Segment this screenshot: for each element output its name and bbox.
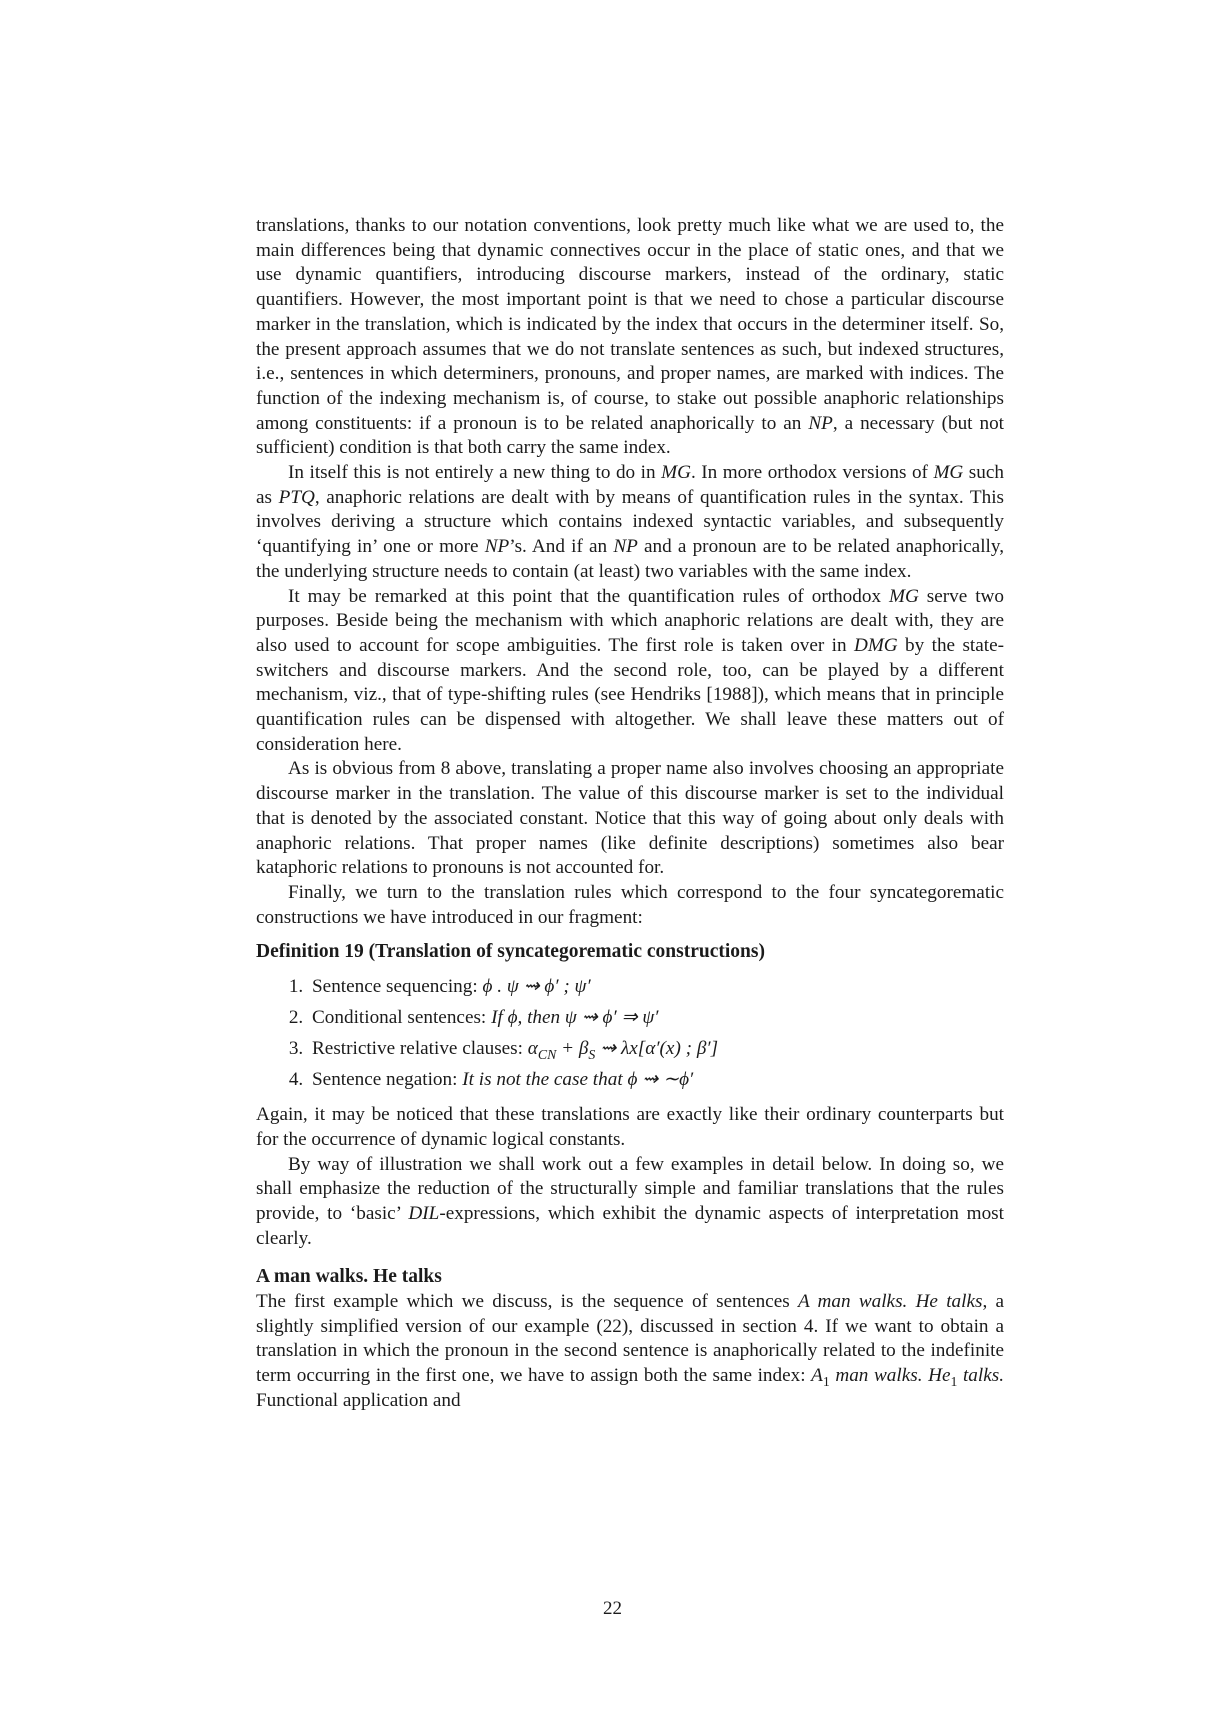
section-paragraph: The first example which we discuss, is the sequence of sentences A man walks. He talks, a slightly simplified version of our example (22), discussed in section 4. If we want to obtain a translation in which the pronoun in the second sentence is anaphorically related to the indefinite term occurring in the first one, we have to assign both the same index: $A_1$ man walks. $He_1$ talks. Functional application and xyxy=(256,1291,1005,1411)
definition-heading: Definition 19 (Translation of syncategorematic constructions) xyxy=(256,941,765,963)
paragraph-after-definition-2: By way of illustration we shall work out a few examples in detail below. In doing so, we shall emphasize the reduction of the structurally simple and familiar translations that the rules provide, to ‘basic’ DIL-expressions, which exhibit the dynamic aspects of interpretation most clearly. xyxy=(256,1153,1004,1249)
page-number: 22 xyxy=(603,1598,622,1619)
definition-item-label: Conditional sentences: xyxy=(312,1007,487,1029)
paragraph-3: It may be remarked at this point that the quantification rules of orthodox MG serve two purposes. Beside being the mechanism with which anaphoric relations are dealt with, they are also used to account for scope ambiguities. The first role is taken over in DMG by the state-switchers and discourse markers. And the second role, too, can be played by a different mechanism, viz., that of type-shifting rules (see Hendriks [1988]), which means that in principle quantification rules can be dispensed with altogether. We shall leave these matters out of consideration here. xyxy=(256,585,1004,755)
definition-item-label: Sentence sequencing: xyxy=(312,976,478,998)
definition-item-formula: If ϕ, then ψ ⇝ ϕ′ ⇒ ψ′ xyxy=(491,1007,659,1029)
paragraph-4: As is obvious from 8 above, translating a proper name also involves choosing an appropriate discourse marker in the translation. The value of this discourse marker is set to the individual that is denoted by the associated constant. Notice that this way of going about only deals with anaphoric relations. That proper names (like definite descriptions) sometimes also bear kataphoric relations to pronouns is not accounted for. xyxy=(256,758,1004,879)
definition-item-label: Sentence negation: xyxy=(312,1069,458,1091)
section-heading: A man walks. He talks xyxy=(256,1266,442,1288)
definition-item xyxy=(308,971,1004,1002)
definition-item xyxy=(308,1033,1004,1064)
paragraph-2: In itself this is not entirely a new thing to do in MG. In more orthodox versions of MG such as PTQ, anaphoric relations are dealt with by means of quantification rules in the syntax. This involves deriving a structure which contains indexed syntactic variables, and subsequently ‘quantifying in’ one or more NP’s. And if an NP and a pronoun are to be related anaphorically, the underlying structure needs to contain (at least) two variables with the same index. xyxy=(256,462,1004,582)
definition-item-formula: ϕ . ψ ⇝ ϕ′ ; ψ′ xyxy=(482,976,591,998)
definition-item-formula: $\alpha_{CN} + \beta_S$ ⇝ λx[α′(x) ; β′] xyxy=(527,1038,719,1062)
paragraph-after-definition-1: Again, it may be noticed that these translations are exactly like their ordinary counterparts but for the occurrence of dynamic logical constants. xyxy=(256,1104,1004,1150)
paragraph-1: translations, thanks to our notation conventions, look pretty much like what we are used to, the main differences being that dynamic connectives occur in the place of static ones, and that we use dynamic quantifiers, introducing discourse markers, instead of the ordinary, static quantifiers. However, the most important point is that we need to chose a particular discourse marker in the translation, which is indicated by the index that occurs in the determiner itself. So, the present approach assumes that we do not translate sentences as such, but indexed structures, i.e., sentences in which determiners, pronouns, and proper names, are marked with indices. The function of the indexing mechanism is, of course, to stake out possible anaphoric relationships among constituents: if a pronoun is to be related anaphorically to an NP, a necessary (but not sufficient) condition is that both carry the same index. xyxy=(256,215,1004,459)
page-body xyxy=(256,214,1004,1414)
definition-item xyxy=(308,1064,1004,1095)
definition-item xyxy=(308,1002,1004,1033)
definition-item-label: Restrictive relative clauses: xyxy=(312,1038,523,1060)
definition-list xyxy=(256,971,1004,1095)
paragraph-5: Finally, we turn to the translation rules which correspond to the four syncategorematic constructions we have introduced in our fragment: xyxy=(256,881,1004,928)
definition-item-formula: It is not the case that ϕ ⇝ ∼ϕ′ xyxy=(462,1069,694,1091)
